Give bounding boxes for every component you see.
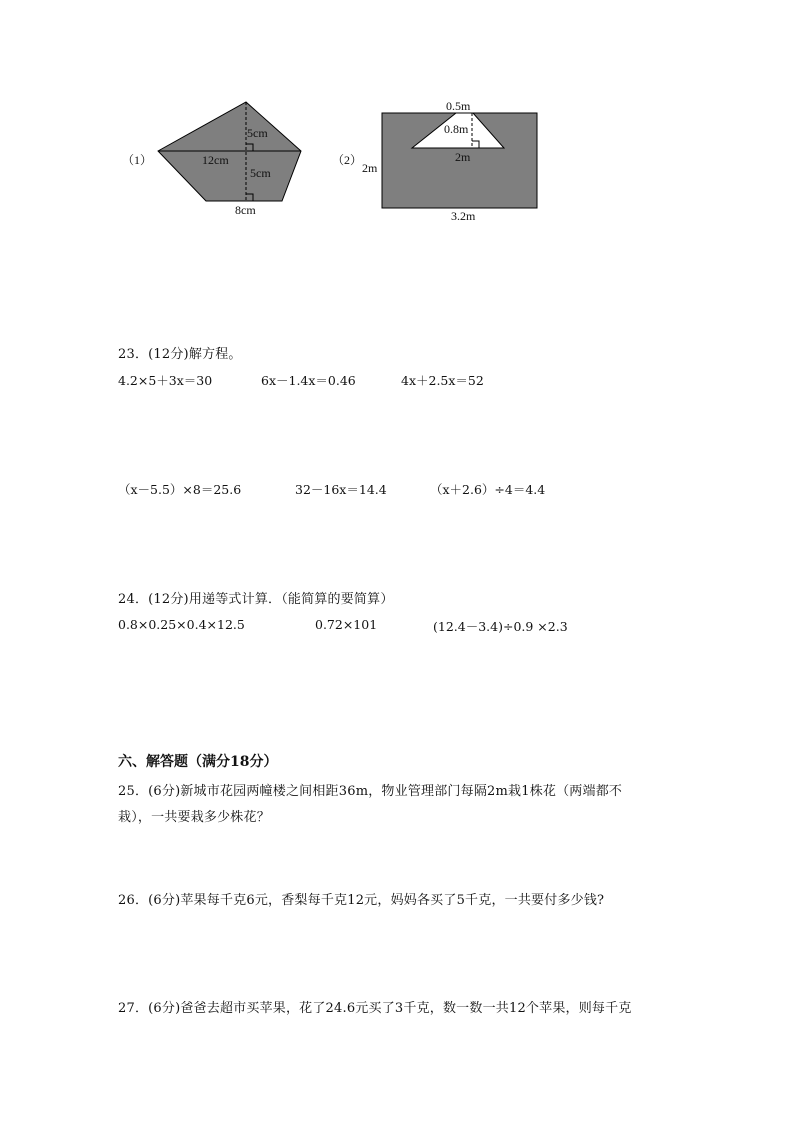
q23-eq-1: 4.2×5＋3x＝30 (118, 373, 213, 388)
figure-2-label: （2） (332, 153, 363, 167)
q27-line-1: 27．(6分)爸爸去超市买苹果，花了24.6元买了3千克，数一数一共12个苹果，则每千克 (118, 1001, 632, 1016)
figure-1-pentagon (150, 95, 310, 220)
q24-expr-1: 0.8×0.25×0.4×12.5 (118, 617, 245, 632)
q23-eq-3: 4x＋2.5x＝52 (401, 373, 484, 388)
q23-eq-4: （x－5.5）×8＝25.6 (118, 482, 242, 497)
q26-line-1: 26．(6分)苹果每千克6元，香梨每千克12元，妈妈各买了5千克，一共要付多少钱? (118, 893, 605, 908)
fig1-top-height-label: 5cm (247, 126, 268, 140)
fig2-rect-height-label: 2m (362, 161, 378, 175)
fig2-rect-width-label: 3.2m (451, 209, 476, 223)
figure-1-label: （1） (122, 153, 153, 167)
fig2-trap-height-label: 0.8m (444, 122, 469, 136)
fig1-base-label: 8cm (235, 203, 256, 217)
q23-eq-2: 6x－1.4x＝0.46 (261, 373, 356, 388)
q23-eq-5: 32－16x＝14.4 (295, 482, 387, 497)
fig1-bottom-height-label: 5cm (250, 166, 271, 180)
q24-expr-3: (12.4－3.4)÷0.9 ×2.3 (433, 619, 568, 634)
q24-title: 24．(12分)用递等式计算．（能简算的要简算） (118, 592, 394, 607)
q24-expr-2: 0.72×101 (315, 617, 378, 632)
section-6-title: 六、解答题（满分18分） (118, 754, 278, 770)
fig2-trap-base-label: 2m (455, 150, 471, 164)
fig1-diagonal-label: 12cm (202, 153, 229, 167)
fig2-trap-top-label: 0.5m (446, 99, 471, 113)
q25-line-1: 25．(6分)新城市花园两幢楼之间相距36m，物业管理部门每隔2m栽1株花（两端都不 (118, 784, 623, 799)
q23-eq-6: （x＋2.6）÷4＝4.4 (430, 482, 546, 497)
figure-2-rectangle (358, 96, 548, 226)
q23-title: 23．(12分)解方程。 (118, 347, 242, 362)
q25-line-2: 栽），一共要栽多少株花？ (118, 810, 270, 825)
